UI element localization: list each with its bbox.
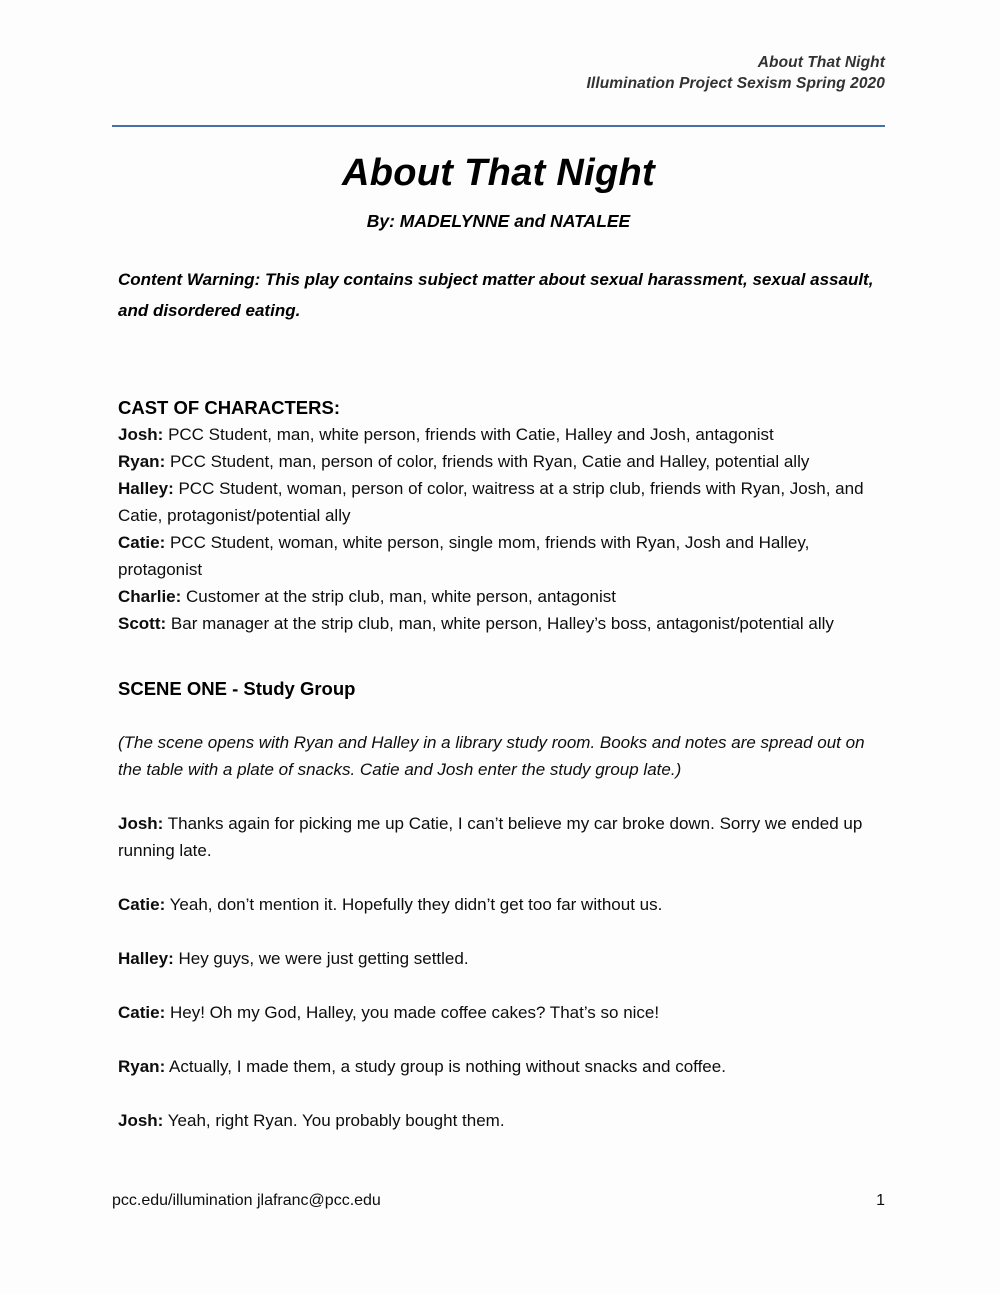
running-header-line-2: Illumination Project Sexism Spring 2020 (586, 75, 885, 92)
cast-member (118, 448, 884, 475)
running-header-line-1: About That Night (757, 54, 885, 71)
dialogue-speaker: Halley: (118, 949, 174, 968)
cast-member (118, 583, 884, 610)
cast-member-description: PCC Student, woman, person of color, waitress at a strip club, friends with Ryan, Josh, and Catie, protagonist/potential ally (118, 479, 864, 525)
header-divider-rule (112, 125, 885, 127)
cast-member (118, 529, 884, 583)
cast-member-description: PCC Student, man, person of color, friends with Ryan, Catie and Halley, potential ally (165, 452, 810, 471)
cast-member-description: Customer at the strip club, man, white person, antagonist (181, 587, 616, 606)
footer-page-number: 1 (876, 1192, 885, 1209)
dialogue-speaker: Catie: (118, 1003, 166, 1022)
spacer-before-stage-direction (118, 702, 884, 729)
dialogue-text: Yeah, right Ryan. You probably bought them. (163, 1111, 505, 1130)
cast-member-name: Halley: (118, 479, 174, 498)
cast-member-description: PCC Student, woman, white person, single mom, friends with Ryan, Josh and Halley, protagonist (118, 533, 810, 579)
cast-member-name: Ryan: (118, 452, 166, 471)
page-footer (112, 1192, 885, 1210)
spacer-between-dialogue (118, 864, 884, 891)
cast-member-name: Charlie: (118, 587, 182, 606)
spacer-between-dialogue (118, 1026, 884, 1053)
dialogue-line (118, 999, 884, 1026)
dialogue-line (118, 1053, 884, 1080)
dialogue-speaker: Josh: (118, 814, 164, 833)
cast-heading: CAST OF CHARACTERS: (118, 397, 340, 418)
cast-member (118, 610, 884, 637)
dialogue-line (118, 1107, 884, 1134)
cast-member-description: Bar manager at the strip club, man, white person, Halley’s boss, antagonist/potential ally (166, 614, 834, 633)
spacer-before-dialogue (118, 783, 884, 810)
cast-list (118, 421, 884, 637)
document-body (118, 264, 884, 1134)
dialogue-text: Hey guys, we were just getting settled. (173, 949, 469, 968)
spacer-between-dialogue (118, 972, 884, 999)
dialogue-text: Thanks again for picking me up Catie, I can’t believe my car broke down. Sorry we ended up running late. (118, 814, 863, 860)
spacer-before-scene (118, 637, 884, 675)
dialogue-speaker: Ryan: (118, 1057, 166, 1076)
dialogue-text: Actually, I made them, a study group is nothing without snacks and coffee. (165, 1057, 726, 1076)
spacer-between-dialogue (118, 1080, 884, 1107)
footer-contact: pcc.edu/illumination jlafranc@pcc.edu (112, 1192, 381, 1209)
running-header (112, 52, 885, 94)
spacer-before-cast (118, 326, 884, 394)
cast-member-description: PCC Student, man, white person, friends with Catie, Halley and Josh, antagonist (163, 425, 774, 444)
dialogue-text: Hey! Oh my God, Halley, you made coffee cakes? That’s so nice! (165, 1003, 660, 1022)
dialogue-text: Yeah, don’t mention it. Hopefully they didn’t get too far without us. (165, 895, 663, 914)
dialogue-line (118, 945, 884, 972)
dialogue-line (118, 891, 884, 918)
cast-member-name: Josh: (118, 425, 164, 444)
cast-member (118, 475, 884, 529)
scene-heading: SCENE ONE - Study Group (118, 678, 356, 699)
dialogue-speaker: Catie: (118, 895, 166, 914)
stage-direction: (The scene opens with Ryan and Halley in a library study room. Books and notes are spread out on the table with a plate of snacks. Catie and Josh enter the study group late.) (118, 733, 865, 779)
cast-member-name: Catie: (118, 533, 166, 552)
spacer-between-dialogue (118, 918, 884, 945)
content-warning: Content Warning: This play contains subject matter about sexual harassment, sexual assault, and disordered eating. (118, 270, 874, 320)
cast-member (118, 421, 884, 448)
page-title: About That Night (342, 152, 655, 194)
cast-member-name: Scott: (118, 614, 167, 633)
byline: By: MADELYNNE and NATALEE (366, 211, 631, 231)
dialogue-line (118, 810, 884, 864)
dialogue-speaker: Josh: (118, 1111, 164, 1130)
